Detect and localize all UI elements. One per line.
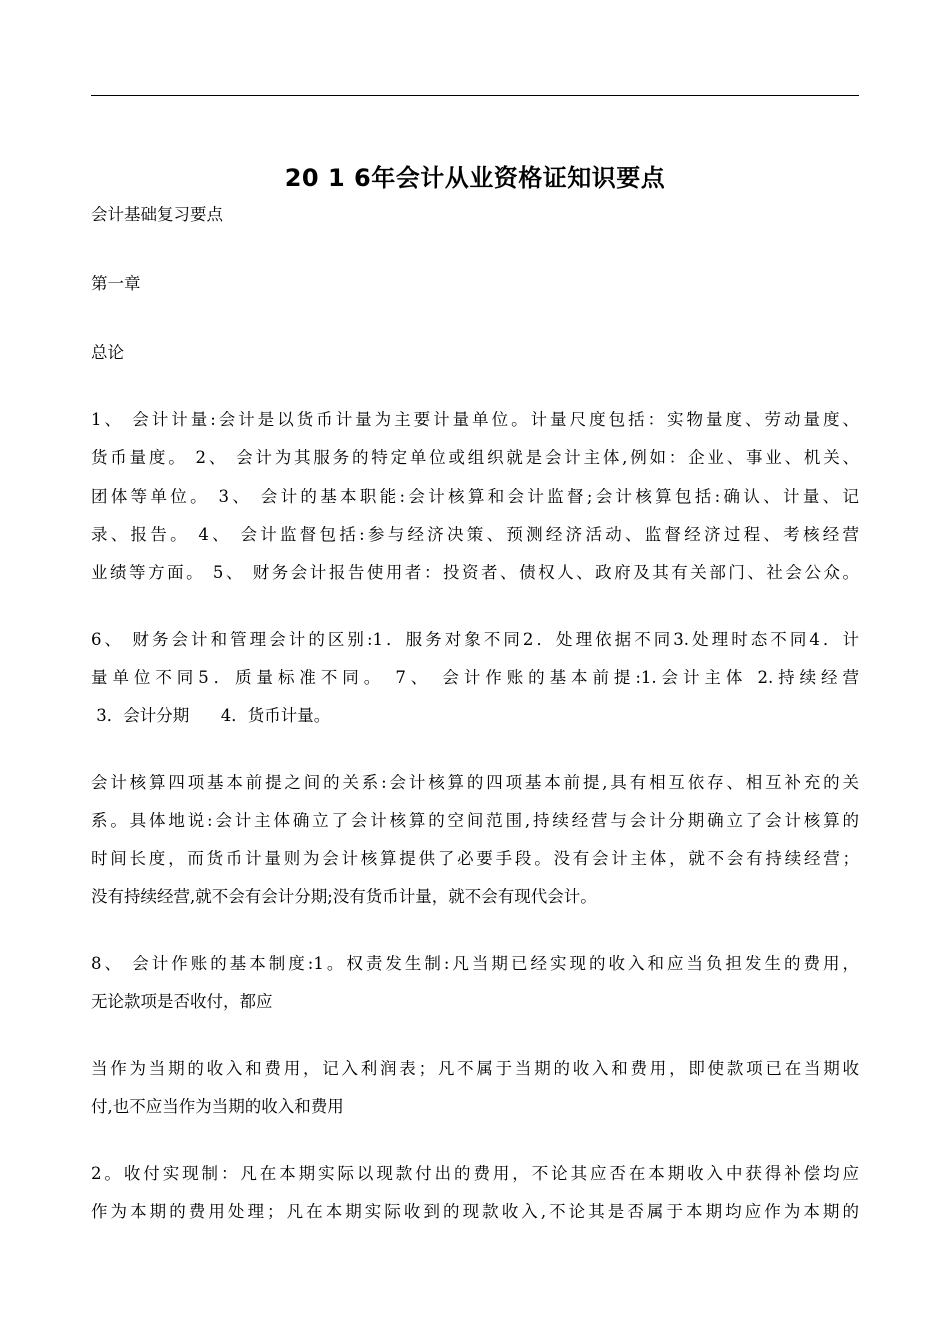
section-heading: 总论 [91,343,124,362]
paragraph-2-line-3: 3．会计分期 4．货币计量。 [91,706,331,725]
subtitle: 会计基础复习要点 [91,205,223,224]
paragraph-3-line-3: 时间长度，而货币计量则为会计核算提供了必要手段。没有会计主体，就不会有持续经营； [91,849,859,868]
paragraph-2-line-2: 量单位不同5．质量标准不同。 7、 会计作账的基本前提:1.会计主体 2.持续经营 [91,668,859,687]
paragraph-6-line-2: 作为本期的费用处理；凡在本期实际收到的现款收入,不论其是否属于本期均应作为本期的 [91,1202,859,1221]
paragraph-1-line-3: 团体等单位。 3、 会计的基本职能:会计核算和会计监督;会计核算包括:确认、计量、记 [91,487,859,506]
paragraph-2-line-1: 6、 财务会计和管理会计的区别:1．服务对象不同2．处理依据不同3.处理时态不同4．计 [91,630,859,649]
paragraph-1-line-1: 1、 会计计量:会计是以货币计量为主要计量单位。计量尺度包括：实物量度、劳动量度、 [91,410,859,429]
paragraph-3-line-4: 没有持续经营,就不会有会计分期;没有货币计量，就不会有现代会计。 [91,887,597,906]
paragraph-1-line-5: 业绩等方面。 5、 财务会计报告使用者：投资者、债权人、政府及其有关部门、社会公众。 [91,563,859,582]
paragraph-5-line-2: 付,也不应当作为当期的收入和费用 [91,1097,344,1116]
paragraph-1-line-2: 货币量度。 2、 会计为其服务的特定单位或组织就是会计主体,例如：企业、事业、机关、 [91,448,859,467]
paragraph-1-line-4: 录、报告。 4、 会计监督包括:参与经济决策、预测经济活动、监督经济过程、考核经营 [91,525,859,544]
paragraph-6-line-1: 2。收付实现制：凡在本期实际以现款付出的费用，不论其应否在本期收入中获得补偿均应 [91,1164,859,1183]
header-rule [91,95,859,96]
paragraph-3-line-1: 会计核算四项基本前提之间的关系:会计核算的四项基本前提,具有相互依存、相互补充的关 [91,773,859,792]
paragraph-4-line-2: 无论款项是否收付，都应 [91,992,273,1011]
chapter-heading: 第一章 [91,274,141,293]
document-title: 20 1 6年会计从业资格证知识要点 [284,164,666,192]
paragraph-4-line-1: 8、 会计作账的基本制度:1。权责发生制:凡当期已经实现的收入和应当负担发生的费用， [91,954,859,973]
paragraph-3-line-2: 系。具体地说:会计主体确立了会计核算的空间范围,持续经营与会计分期确立了会计核算的 [91,811,859,830]
paragraph-5-line-1: 当作为当期的收入和费用，记入利润表；凡不属于当期的收入和费用，即使款项已在当期收 [91,1059,859,1078]
